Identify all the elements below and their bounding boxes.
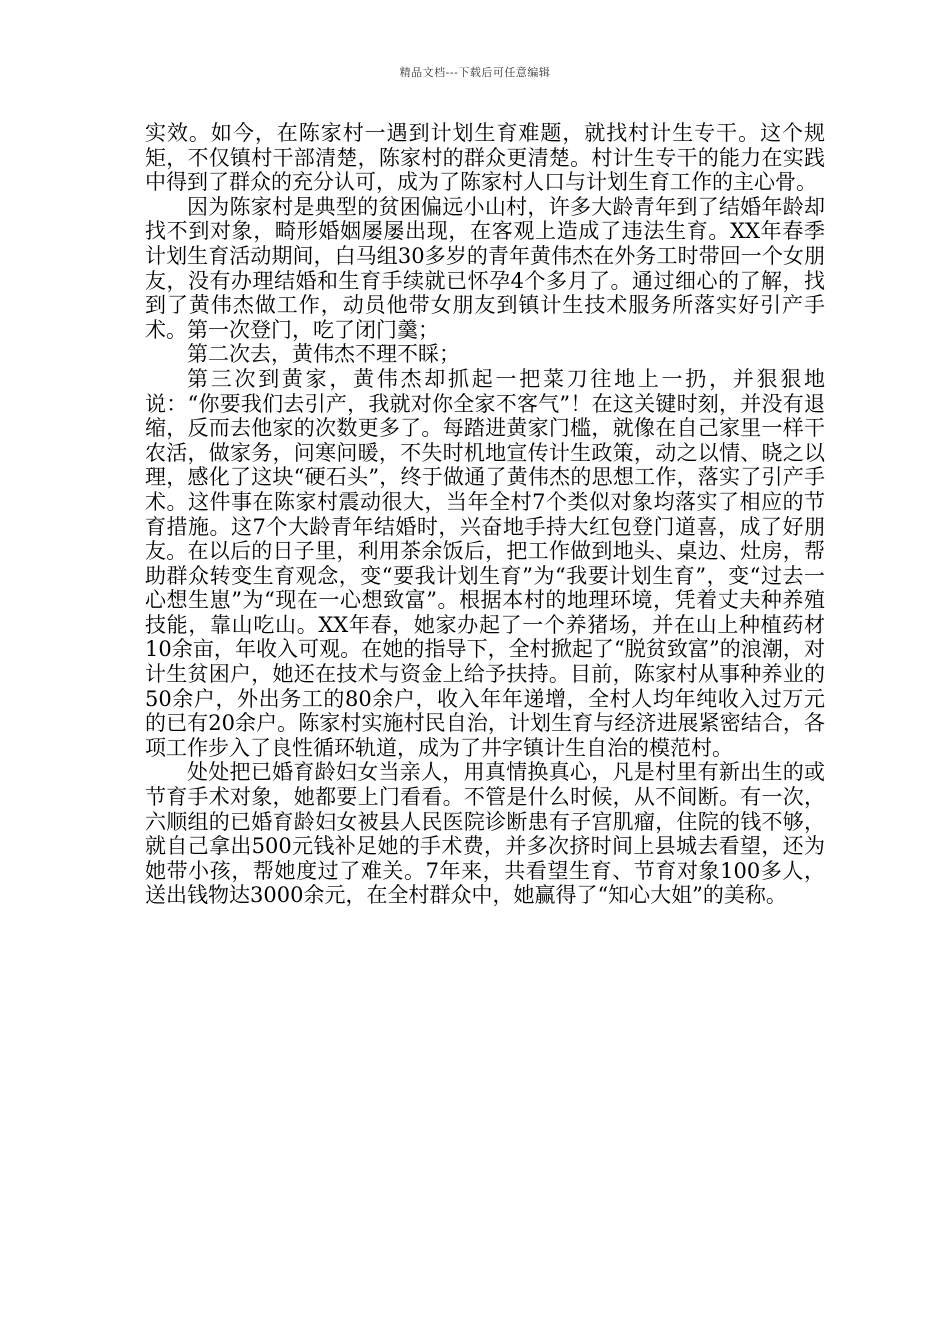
paragraph-3: 第二次去，黄伟杰不理不睬； <box>187 342 460 367</box>
document-body <box>145 121 825 908</box>
paragraph-4: 第三次到黄家，黄伟杰却抓起一把菜刀往地上一扔，并狠狠地说：“你要我们去引产，我就对你全家不客气”！在这关键时刻，并没有退缩，反而去他家的次数更多了。每踏进黄家门槛，就像在自己家里一样干农活，做家务，问寒问暖，不失时机地宣传计生政策，动之以情、晓之以理，感化了这块“硬石头”，终于做通了黄伟杰的思想工作，落实了引产手术。这件事在陈家村震动很大，当年全村7个类似对象均落实了相应的节育措施。这7个大龄青年结婚时，兴奋地手持大红包登门道喜，成了好朋友。在以后的日子里，利用茶余饭后，把工作做到地头、桌边、灶房，帮助群众转变生育观念，变“要我计划生育”为“我要计划生育”，变“过去一心想生崽”为“现在一心想致富”。根据本村的地理环境，凭着丈夫种养殖技能，靠山吃山。XX年春，她家办起了一个养猪场，并在山上种植药材10余亩，年收入可观。在她的指导下，全村掀起了“脱贫致富”的浪潮，对计生贫困户，她还在技术与资金上给予扶持。目前，陈家村从事种养业的50余户，外出务工的80余户，收入年年递增，全村人均年纯收入过万元的已有20余户。陈家村实施村民自治，计划生育与经济进展紧密结合，各项工作步入了良性循环轨道，成为了井字镇计生自治的模范村。 <box>145 366 825 760</box>
paragraph-1: 实效。如今，在陈家村一遇到计划生育难题，就找村计生专干。这个规矩，不仅镇村干部清楚，陈家村的群众更清楚。村计生专干的能力在实践中得到了群众的充分认可，成为了陈家村人口与计划生育工作的主心骨。 <box>145 121 825 195</box>
page-header: 精品文档---下载后可任意编辑 <box>399 66 551 79</box>
paragraph-2: 因为陈家村是典型的贫困偏远小山村，许多大龄青年到了结婚年龄却找不到对象，畸形婚姻屡屡出现，在客观上造成了违法生育。XX年春季计划生育活动期间，白马组30多岁的青年黄伟杰在外务工时带回一个女朋友，没有办理结婚和生育手续就已怀孕4个多月了。通过细心的了解，找到了黄伟杰做工作，动员他带女朋友到镇计生技术服务所落实好引产手术。第一次登门，吃了闭门羹； <box>145 194 825 342</box>
paragraph-5: 处处把已婚育龄妇女当亲人，用真情换真心，凡是村里有新出生的或节育手术对象，她都要上门看看。不管是什么时候，从不间断。有一次，六顺组的已婚育龄妇女被县人民医院诊断患有子宫肌瘤，住院的钱不够，就自己拿出500元钱补足她的手术费，并多次挤时间上县城去看望，还为她带小孩，帮她度过了难关。7年来，共看望生育、节育对象100多人，送出钱物达3000余元，在全村群众中，她赢得了“知心大姐”的美称。 <box>145 760 825 908</box>
